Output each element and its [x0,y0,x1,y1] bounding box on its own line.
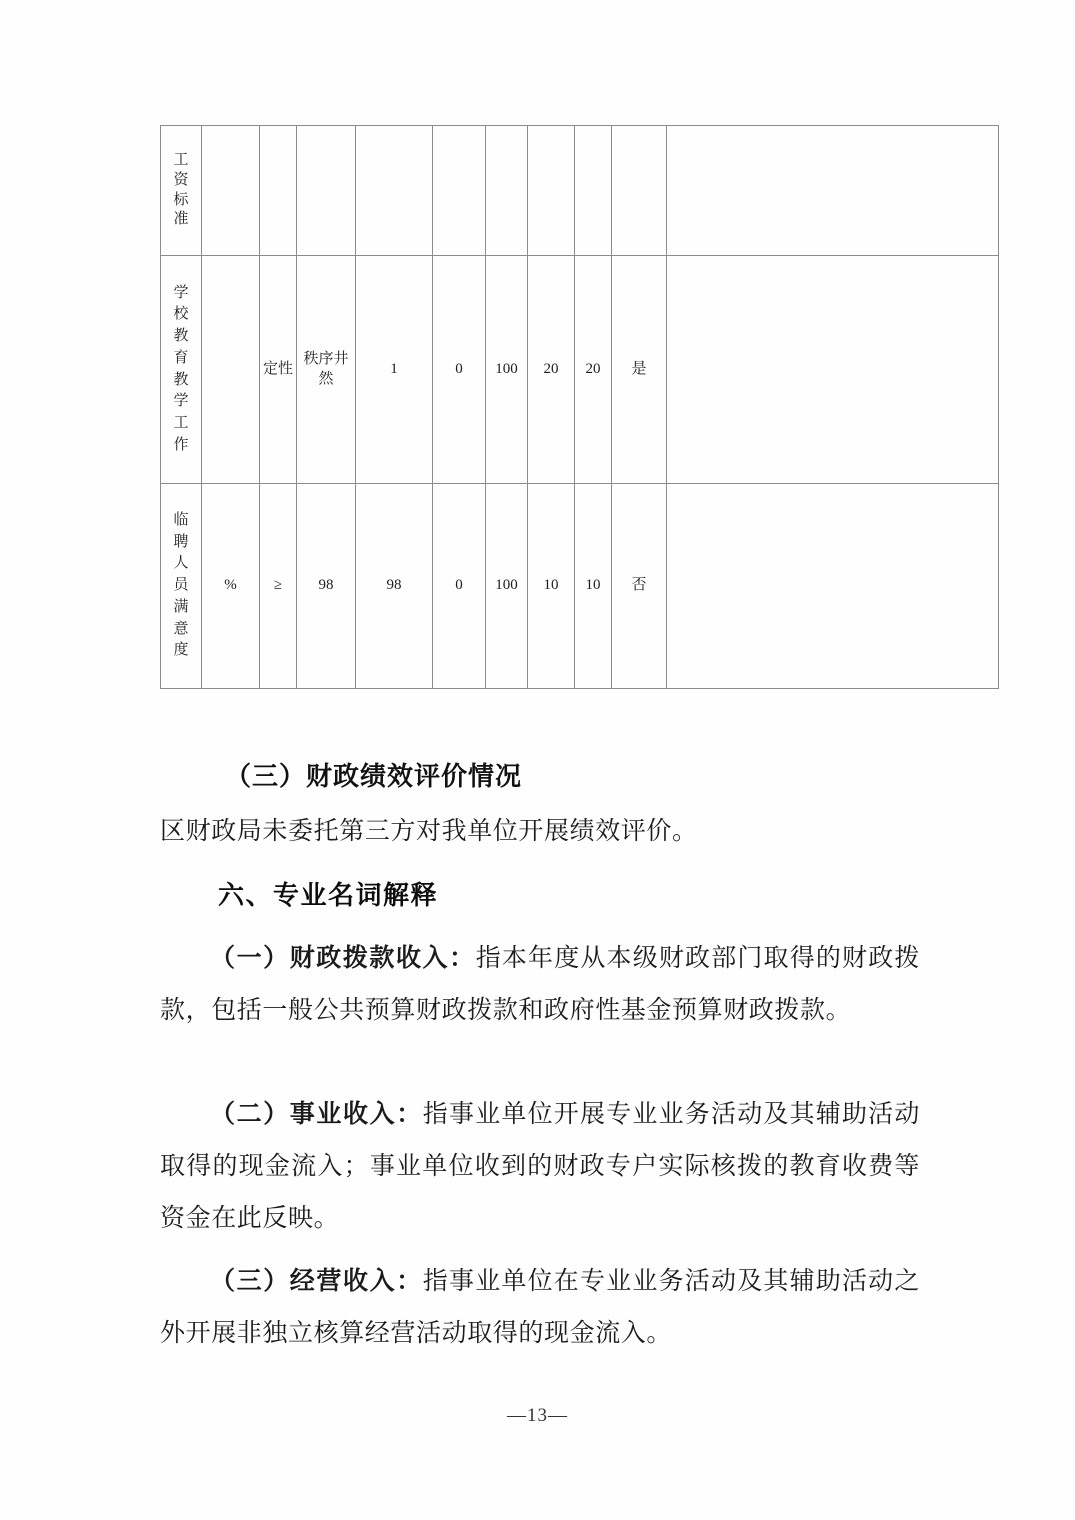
target-cell: 秩序井然 [297,256,356,484]
paragraph-financial-evaluation: 区财政局未委托第三方对我单位开展绩效评价。 [160,818,698,845]
label-char: 教 [173,328,189,344]
term-3-text: 指事业单位在专业业务活动及其辅助活动之外开展非独立核算经营活动取得的现金流入。 [160,1268,920,1347]
paragraph-term-3 [160,1256,920,1360]
label-char: 教 [173,371,189,388]
nature-cell: 定性 [260,256,297,484]
remark-cell [667,126,999,256]
term-2-lead: （二）事业收入： [210,1101,423,1128]
reached-cell: 是 [612,256,667,484]
unit-cell [202,126,260,256]
paragraph-term-2 [160,1089,920,1245]
nature-cell: ≥ [260,484,297,689]
label-char: 育 [173,349,189,366]
label-char: 意 [173,620,189,637]
earned-cell: 10 [575,484,612,689]
label-char: 员 [173,577,189,594]
performance-indicator-table [160,125,999,689]
unit-cell: % [202,484,260,689]
score-cell: 0 [433,484,486,689]
label-char: 准 [173,211,189,228]
section-heading-financial-evaluation: （三）财政绩效评价情况 [225,762,523,791]
label-char: 校 [173,306,189,323]
label-char: 资 [173,171,189,188]
paragraph-term-1 [160,933,920,1037]
section-heading-terms: 六、专业名词解释 [218,880,439,910]
target-cell: 98 [297,484,356,689]
unit-cell [202,256,260,484]
nature-cell [260,126,297,256]
weight-cell: 20 [528,256,575,484]
table-row [161,256,999,484]
actual-cell: 98 [356,484,433,689]
target-cell [297,126,356,256]
label-char: 学 [173,393,189,410]
rate-cell: 100 [486,256,528,484]
rate-cell: 100 [486,484,528,689]
remark-cell [667,256,999,484]
earned-cell: 20 [575,256,612,484]
row-label-cell [161,126,202,256]
label-char: 度 [173,642,189,659]
label-char: 工 [173,415,189,431]
row-label-cell [161,484,202,689]
reached-cell: 否 [612,484,667,689]
label-char: 学 [173,284,189,301]
table-row [161,484,999,689]
score-cell [433,126,486,256]
reached-cell [612,126,667,256]
actual-cell [356,126,433,256]
row-label-cell [161,256,202,484]
label-char: 临 [173,511,189,528]
rate-cell [486,126,528,256]
term-3-lead: （三）经营收入： [210,1268,423,1295]
weight-cell [528,126,575,256]
term-2-text: 指事业单位开展专业业务活动及其辅助活动取得的现金流入；事业单位收到的财政专户实际核拨的教育收费等资金在此反映。 [160,1101,920,1232]
label-char: 人 [173,555,189,572]
remark-cell [667,484,999,689]
score-cell: 0 [433,256,486,484]
term-1-lead: （一）财政拨款收入： [210,945,476,972]
label-char: 工 [173,151,189,168]
label-char: 作 [173,436,189,453]
label-char: 聘 [173,533,189,550]
weight-cell: 10 [528,484,575,689]
actual-cell: 1 [356,256,433,484]
page-number: —13— [507,1405,568,1426]
table-row [161,126,999,256]
label-char: 标 [173,191,189,208]
label-char: 满 [173,598,189,615]
term-1-text: 指本年度从本级财政部门取得的财政拨款，包括一般公共预算财政拨款和政府性基金预算财政拨款。 [160,945,920,1024]
earned-cell [575,126,612,256]
